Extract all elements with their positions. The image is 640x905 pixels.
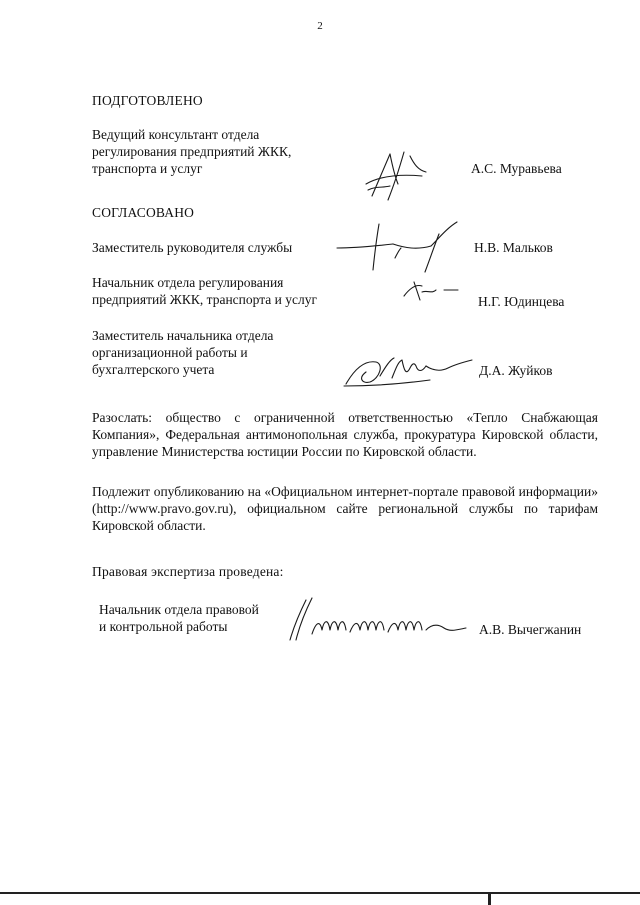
signatory-3-position xyxy=(92,327,273,378)
position-line: Начальник отдела правовой xyxy=(99,602,259,617)
signature-malkov xyxy=(335,214,465,276)
position-line: предприятий ЖКК, транспорта и услуг xyxy=(92,292,318,307)
signatory-2-name: Н.Г. Юдинцева xyxy=(478,294,565,309)
page-number: 2 xyxy=(317,20,323,32)
legal-review-name: А.В. Вычегжанин xyxy=(479,622,582,637)
position-line: организационной работы и xyxy=(92,345,248,360)
prepared-name: А.С. Муравьева xyxy=(471,161,562,176)
publication-paragraph: Подлежит опубликованию на «Официальном интернет-портале правовой информации» (http://www.pravo.gov.ru), официальном сайте региональной службы по тарифам Кировской области. xyxy=(92,484,598,533)
prepared-position xyxy=(92,126,291,177)
position-line: регулирования предприятий ЖКК, xyxy=(92,144,292,159)
signatory-3-name: Д.А. Жуйков xyxy=(479,363,553,378)
signature-zhuykov xyxy=(340,350,475,390)
distribution-paragraph: Разослать: общество с ограниченной ответственностью «Тепло Снабжающая Компания», Федеральная антимонопольная служба, прокуратура Кировской области, управление Министерства юстиции России по Кировской области. xyxy=(92,410,598,459)
position-line: бухгалтерского учета xyxy=(92,362,215,377)
position-line: транспорта и услуг xyxy=(92,161,203,176)
position-line: Начальник отдела регулирования xyxy=(92,275,284,290)
legal-review-position xyxy=(99,601,259,635)
prepared-heading: ПОДГОТОВЛЕНО xyxy=(92,93,203,108)
signatory-2-position xyxy=(92,274,317,308)
signatory-1-name: Н.В. Мальков xyxy=(474,240,553,255)
position-line: Ведущий консультант отдела xyxy=(92,127,260,142)
signature-vychegzhanin xyxy=(286,594,476,646)
page-bottom-edge xyxy=(0,892,640,894)
position-line: Заместитель начальника отдела xyxy=(92,328,274,343)
position-line: Заместитель руководителя службы xyxy=(92,240,293,255)
legal-review-heading: Правовая экспертиза проведена: xyxy=(92,564,284,579)
page-bottom-mark xyxy=(488,894,491,905)
agreed-heading: СОГЛАСОВАНО xyxy=(92,205,195,220)
signature-yudintseva xyxy=(400,278,462,304)
position-line: и контрольной работы xyxy=(99,619,228,634)
signatory-1-position xyxy=(92,239,292,256)
signature-muravyeva xyxy=(360,146,440,204)
